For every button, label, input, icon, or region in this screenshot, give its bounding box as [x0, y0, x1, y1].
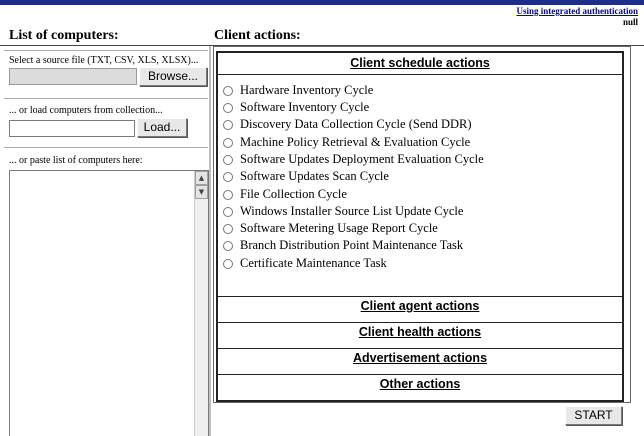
action-label: Software Metering Usage Report Cycle — [240, 221, 438, 235]
collection-label: ... or load computers from collection... — [9, 105, 163, 116]
action-label: Machine Policy Retrieval & Evaluation Cycle — [240, 135, 471, 149]
section-client-schedule-actions[interactable]: Client schedule actions — [350, 56, 490, 70]
radio-icon[interactable] — [223, 120, 233, 130]
top-bar — [0, 0, 644, 5]
action-label: File Collection Cycle — [240, 187, 347, 201]
scroll-up-icon[interactable]: ▲ — [195, 171, 208, 185]
section-advertisement-actions[interactable]: Advertisement actions — [352, 351, 488, 365]
radio-icon[interactable] — [223, 103, 233, 113]
collection-input[interactable] — [9, 120, 135, 137]
action-label: Branch Distribution Point Maintenance Task — [240, 238, 464, 252]
action-option[interactable] — [223, 203, 463, 220]
browse-button[interactable]: Browse... — [139, 67, 207, 86]
section-divider — [218, 296, 622, 297]
radio-icon[interactable] — [223, 241, 233, 251]
section-divider — [218, 374, 622, 375]
action-option[interactable] — [223, 116, 472, 133]
section-divider — [218, 74, 622, 75]
scroll-down-icon[interactable]: ▼ — [195, 185, 208, 199]
action-option[interactable] — [223, 168, 389, 185]
panel-divider — [209, 46, 211, 436]
action-label: Windows Installer Source List Update Cycle — [240, 204, 464, 218]
section-divider — [218, 322, 622, 323]
left-separator — [4, 50, 208, 51]
action-option[interactable] — [223, 151, 484, 168]
action-option[interactable] — [223, 99, 369, 116]
action-option[interactable] — [223, 134, 470, 151]
scrollbar[interactable] — [194, 171, 208, 436]
radio-icon[interactable] — [223, 138, 233, 148]
radio-icon[interactable] — [223, 155, 233, 165]
load-button[interactable]: Load... — [137, 118, 187, 137]
action-option[interactable] — [223, 186, 347, 203]
action-label: Software Inventory Cycle — [240, 100, 370, 114]
action-option[interactable] — [223, 82, 373, 99]
auth-user: null — [622, 17, 638, 27]
paste-label: ... or paste list of computers here: — [9, 155, 143, 166]
action-label: Discovery Data Collection Cycle (Send DDR) — [240, 117, 472, 131]
section-client-agent-actions[interactable]: Client agent actions — [360, 299, 480, 313]
left-separator — [4, 147, 208, 148]
radio-icon[interactable] — [223, 86, 233, 96]
section-other-actions[interactable]: Other actions — [379, 377, 461, 391]
radio-icon[interactable] — [223, 207, 233, 217]
client-actions-heading: Client actions: — [214, 28, 301, 43]
actions-accordion — [216, 51, 624, 402]
action-option[interactable] — [223, 237, 463, 254]
computers-list-heading: List of computers: — [9, 28, 119, 43]
radio-icon[interactable] — [223, 259, 233, 269]
action-label: Software Updates Scan Cycle — [240, 169, 389, 183]
radio-icon[interactable] — [223, 172, 233, 182]
radio-icon[interactable] — [223, 224, 233, 234]
action-label: Certificate Maintenance Task — [240, 256, 387, 270]
action-option[interactable] — [223, 255, 387, 272]
paste-computers-textarea[interactable] — [9, 170, 209, 436]
section-client-health-actions[interactable]: Client health actions — [358, 325, 482, 339]
actions-bottom-border — [213, 402, 631, 403]
section-divider — [218, 348, 622, 349]
integrated-auth-link[interactable]: Using integrated authentication — [516, 6, 638, 16]
action-label: Software Updates Deployment Evaluation Cycle — [240, 152, 484, 166]
radio-icon[interactable] — [223, 190, 233, 200]
start-button[interactable]: START — [565, 406, 622, 425]
action-label: Hardware Inventory Cycle — [240, 83, 374, 97]
source-file-label: Select a source file (TXT, CSV, XLS, XLSX)... — [9, 55, 199, 66]
source-file-input[interactable] — [9, 68, 137, 85]
left-separator — [4, 98, 208, 99]
action-option[interactable] — [223, 220, 438, 237]
